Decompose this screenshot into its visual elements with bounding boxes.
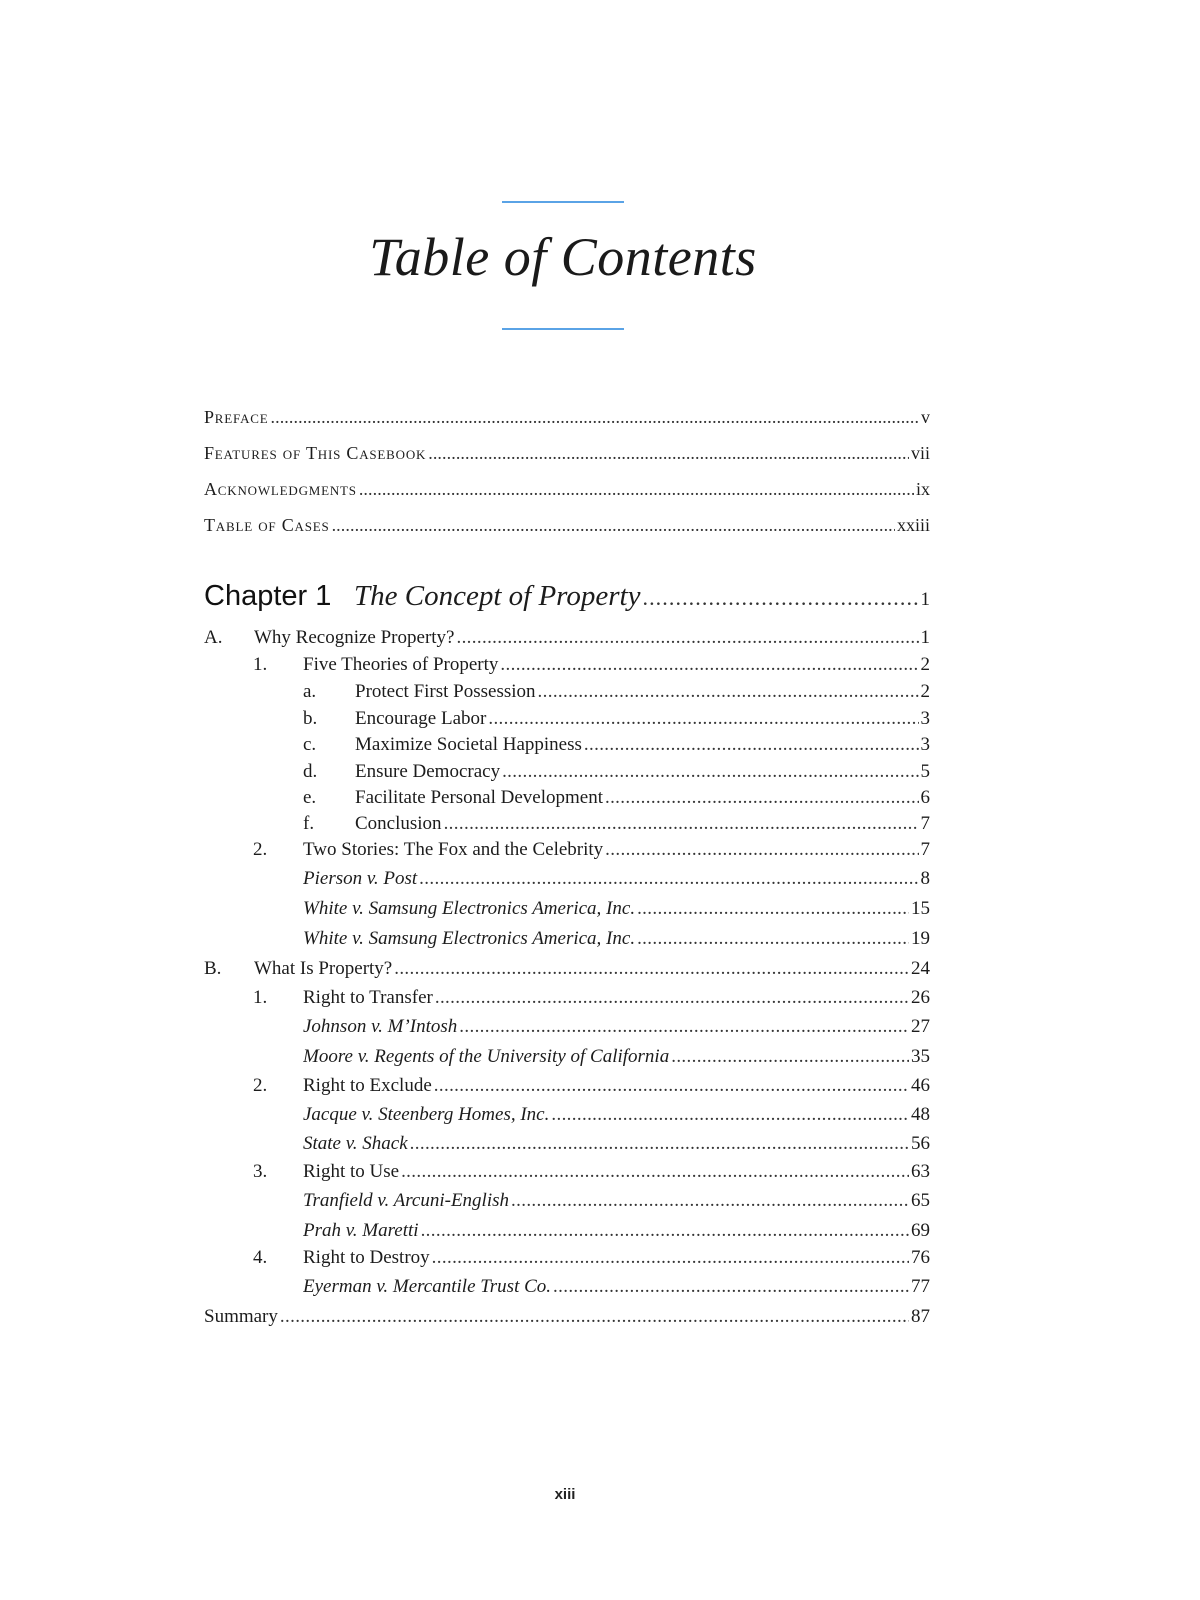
toc-marker: a. (303, 681, 317, 702)
toc-entry-label: Acknowledgments (204, 479, 357, 499)
dot-leader (637, 928, 909, 950)
dot-leader (401, 1161, 909, 1183)
toc-entry-page: 19 (911, 928, 930, 949)
toc-subitem[interactable] (303, 708, 930, 730)
dot-leader (435, 987, 909, 1009)
toc-entry-label: Summary (204, 1306, 278, 1327)
toc-marker: b. (303, 708, 318, 729)
toc-entry-acknowledgments[interactable] (204, 479, 930, 500)
toc-entry-label: Features of This Casebook (204, 443, 427, 463)
toc-case-label: State v. Shack (303, 1133, 408, 1154)
toc-case-label: Johnson v. M’Intosh (303, 1016, 458, 1037)
toc-entry-page: 76 (911, 1247, 930, 1268)
toc-entry-page: 7 (920, 813, 930, 834)
dot-leader (605, 787, 919, 809)
toc-marker: B. (204, 958, 222, 979)
dot-leader (459, 1016, 909, 1038)
toc-section-b[interactable] (204, 958, 930, 980)
dot-leader (551, 1104, 909, 1126)
toc-entry-label: Ensure Democracy (355, 761, 501, 782)
toc-entry-page: 77 (911, 1276, 930, 1297)
toc-subsection[interactable] (253, 1075, 930, 1097)
toc-entry-label: Conclusion (355, 813, 442, 834)
dot-leader (444, 813, 919, 835)
toc-entry-page: 2 (920, 681, 930, 702)
dot-leader (584, 734, 919, 756)
toc-entry-page: 7 (920, 839, 930, 860)
toc-subitem[interactable] (303, 734, 930, 756)
toc-entry-page: ix (915, 479, 930, 499)
toc-entry-label: What Is Property? (254, 958, 393, 979)
toc-marker: 1. (253, 654, 268, 675)
toc-entry-page: v (921, 407, 930, 427)
dot-leader (502, 761, 918, 783)
toc-entry-label: Right to Destroy (303, 1247, 430, 1268)
toc-entry-preface[interactable] (204, 407, 930, 428)
toc-case-label: Prah v. Maretti (303, 1220, 419, 1241)
toc-entry-page: 6 (920, 787, 930, 808)
dot-leader (553, 1276, 909, 1298)
toc-entry-label: Preface (204, 407, 269, 427)
toc-subsection[interactable] (253, 1161, 930, 1183)
toc-marker: 1. (253, 987, 268, 1008)
toc-entry-page: 8 (920, 868, 930, 889)
toc-entry-label: Table of Cases (204, 515, 330, 535)
toc-case[interactable] (303, 1046, 930, 1068)
dot-leader (410, 1133, 909, 1155)
toc-entry-page: 27 (911, 1016, 930, 1037)
toc-case[interactable] (303, 868, 930, 890)
toc-case[interactable] (303, 898, 930, 920)
toc-entry-table-of-cases[interactable] (204, 515, 930, 536)
dot-leader (671, 1046, 909, 1068)
toc-case[interactable] (303, 1104, 930, 1126)
dot-leader (434, 1075, 909, 1097)
toc-entry-page: 87 (911, 1306, 930, 1327)
dot-leader (642, 585, 918, 611)
toc-case-label: Pierson v. Post (303, 868, 418, 889)
toc-entry-page: 56 (911, 1133, 930, 1154)
toc-case[interactable] (303, 1220, 930, 1242)
toc-case-label: White v. Samsung Electronics America, Inc. (303, 898, 636, 919)
toc-case[interactable] (303, 1016, 930, 1038)
dot-leader (500, 654, 918, 676)
toc-subitem[interactable] (303, 813, 930, 835)
toc-subsection[interactable] (253, 654, 930, 676)
toc-case-label: Moore v. Regents of the University of California (303, 1046, 670, 1067)
toc-case-label: Jacque v. Steenberg Homes, Inc. (303, 1104, 550, 1125)
dot-leader (419, 868, 918, 890)
toc-subitem[interactable] (303, 681, 930, 703)
toc-subsection[interactable] (253, 987, 930, 1009)
dot-leader (637, 898, 909, 920)
toc-entry-page: 26 (911, 987, 930, 1008)
toc-entry-label: Right to Use (303, 1161, 400, 1182)
toc-entry-label: Right to Transfer (303, 987, 433, 1008)
toc-entry-page: 1 (920, 627, 930, 648)
toc-case[interactable] (303, 928, 930, 950)
chapter-title: The Concept of Property (354, 580, 641, 612)
toc-subsection[interactable] (253, 839, 930, 861)
dot-leader (605, 839, 918, 861)
toc-entry-page: vii (910, 443, 930, 463)
toc-entry-page: xxiii (896, 515, 930, 535)
toc-entry-page: 63 (911, 1161, 930, 1182)
toc-section-a[interactable] (204, 627, 930, 649)
toc-entry-label: Encourage Labor (355, 708, 487, 729)
dot-leader (538, 681, 919, 703)
toc-entry-label: Maximize Societal Happiness (355, 734, 582, 755)
toc-case-label: Tranfield v. Arcuni-English (303, 1190, 510, 1211)
toc-entry-label: Two Stories: The Fox and the Celebrity (303, 839, 604, 860)
toc-entry-page: 5 (920, 761, 930, 782)
toc-subitem[interactable] (303, 761, 930, 783)
page-title: Table of Contents (369, 227, 757, 287)
dot-leader (456, 627, 918, 649)
toc-marker: e. (303, 787, 317, 808)
toc-entry-page: 3 (920, 734, 930, 755)
toc-subsection[interactable] (253, 1247, 930, 1269)
toc-entry-page: 2 (920, 654, 930, 675)
toc-marker: 2. (253, 1075, 268, 1096)
toc-marker: A. (204, 627, 223, 648)
chapter-number: Chapter 1 (204, 580, 332, 612)
toc-case[interactable] (303, 1276, 930, 1298)
dot-leader (394, 958, 909, 980)
toc-entry-page: 48 (911, 1104, 930, 1125)
dot-leader (511, 1190, 909, 1212)
toc-subitem[interactable] (303, 787, 930, 809)
dot-leader (432, 1247, 909, 1269)
toc-entry-label: Right to Exclude (303, 1075, 432, 1096)
toc-entry-label: Five Theories of Property (303, 654, 499, 675)
dot-leader (421, 1220, 909, 1242)
dot-leader (359, 479, 914, 500)
dot-leader (280, 1306, 909, 1328)
dot-leader (488, 708, 918, 730)
toc-entry-page: 3 (920, 708, 930, 729)
toc-entry-page: 69 (911, 1220, 930, 1241)
page-number: xiii (554, 1486, 576, 1503)
toc-entry-page: 65 (911, 1190, 930, 1211)
title-rule-bottom (502, 328, 624, 330)
toc-entry-page: 35 (911, 1046, 930, 1067)
toc-marker: f. (303, 813, 315, 834)
toc-entry-page: 1 (920, 589, 930, 610)
title-rule-top (502, 201, 624, 203)
toc-marker: 2. (253, 839, 268, 860)
toc-entry-label: Facilitate Personal Development (355, 787, 603, 808)
toc-case[interactable] (303, 1133, 930, 1155)
dot-leader (271, 407, 920, 428)
toc-marker: 3. (253, 1161, 268, 1182)
toc-entry-page: 15 (911, 898, 930, 919)
toc-entry-features[interactable] (204, 443, 930, 464)
dot-leader (428, 443, 909, 464)
toc-entry-label: Protect First Possession (355, 681, 536, 702)
dot-leader (332, 515, 895, 536)
toc-entry-page: 46 (911, 1075, 930, 1096)
toc-marker: 4. (253, 1247, 268, 1268)
chapter-heading[interactable] (204, 580, 930, 613)
toc-case-label: White v. Samsung Electronics America, Inc. (303, 928, 636, 949)
toc-case[interactable] (303, 1190, 930, 1212)
toc-entry-label: Why Recognize Property? (254, 627, 455, 648)
toc-case-label: Eyerman v. Mercantile Trust Co. (303, 1276, 552, 1297)
toc-marker: c. (303, 734, 317, 755)
toc-marker: d. (303, 761, 318, 782)
toc-summary[interactable] (204, 1306, 930, 1328)
toc-entry-page: 24 (911, 958, 930, 979)
